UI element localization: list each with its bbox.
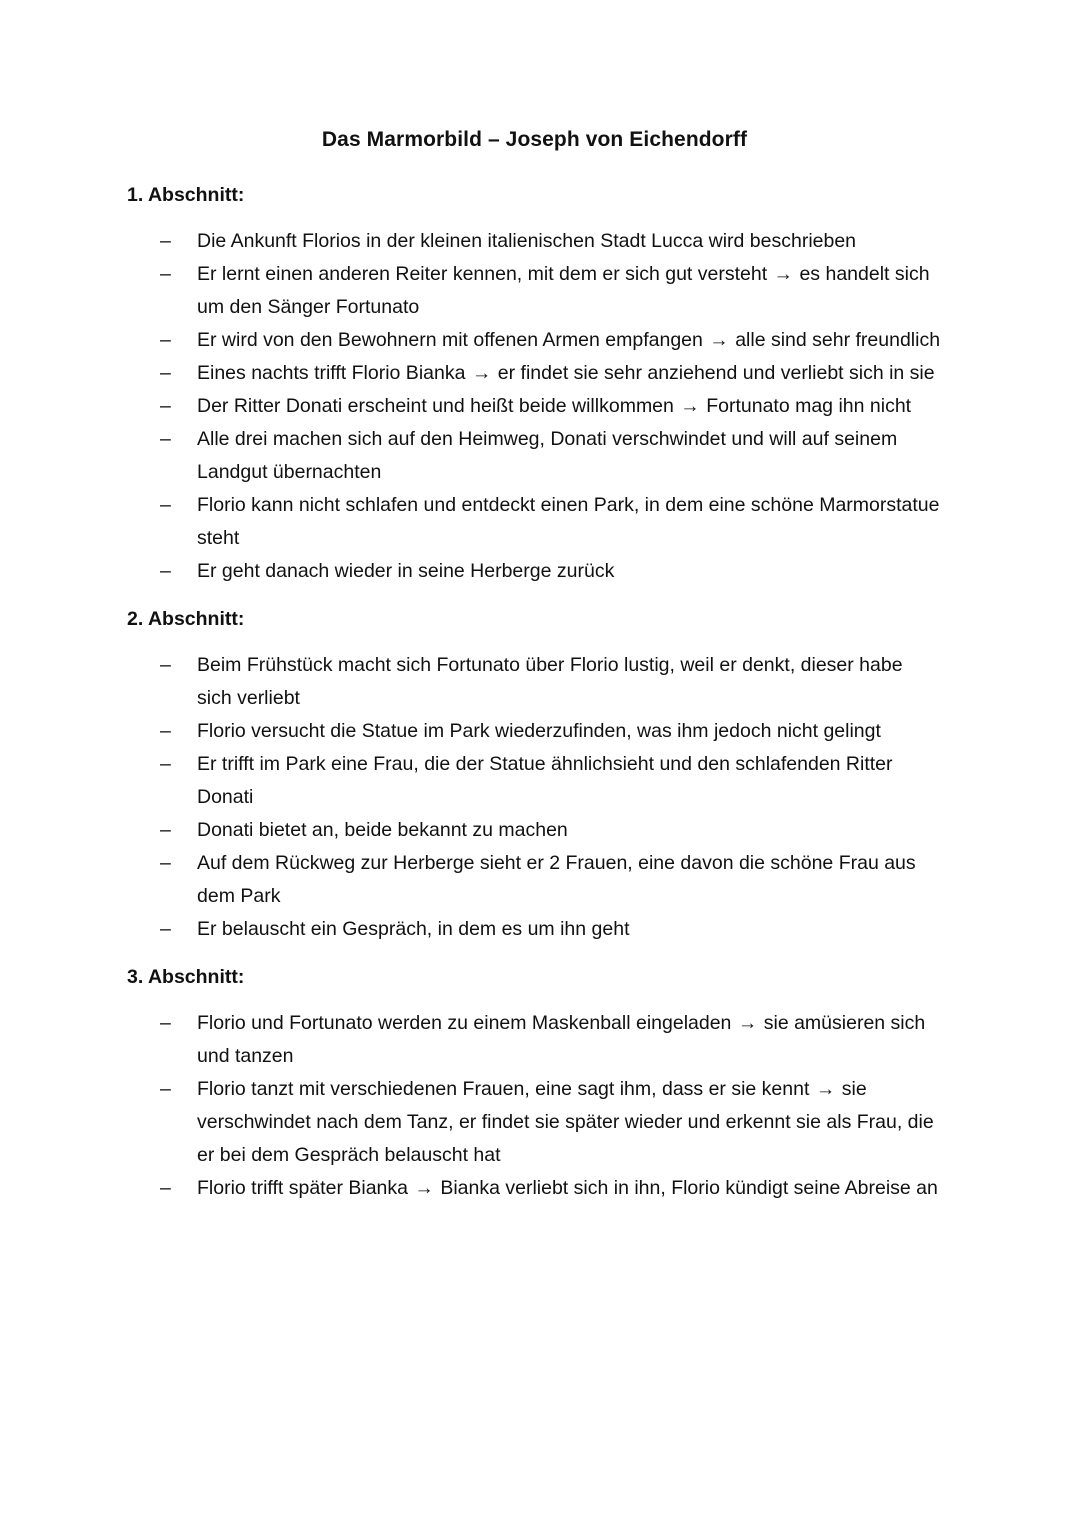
- right-arrow-icon: →: [471, 362, 492, 384]
- section-heading: 3. Abschnitt:: [127, 966, 245, 988]
- list-item: – Alle drei machen sich auf den Heimweg, Donati verschwindet und will auf seinem Landgut übernachten: [160, 423, 942, 489]
- item-list: [127, 649, 942, 946]
- section-heading: 2. Abschnitt:: [127, 608, 245, 630]
- section-2: [127, 603, 942, 946]
- list-item: – Florio tanzt mit verschiedenen Frauen, eine sagt ihm, dass er sie kennt → sie verschwindet nach dem Tanz, er findet sie später wieder und erkennt sie als Frau, die er bei dem Gespräch belauscht hat: [160, 1073, 942, 1172]
- list-item: – Beim Frühstück macht sich Fortunato über Florio lustig, weil er denkt, dieser habe sich verliebt: [160, 649, 942, 715]
- right-arrow-icon: →: [680, 395, 700, 417]
- list-item: – Auf dem Rückweg zur Herberge sieht er 2 Frauen, eine davon die schöne Frau aus dem Park: [160, 847, 942, 913]
- list-item: – Eines nachts trifft Florio Bianka → er findet sie sehr anziehend und verliebt sich in sie: [160, 357, 942, 390]
- list-item: – Er belauscht ein Gespräch, in dem es um ihn geht: [160, 913, 942, 946]
- item-list: [127, 1007, 942, 1205]
- section-3: [127, 961, 942, 1205]
- sections: [127, 179, 942, 1205]
- right-arrow-icon: →: [815, 1078, 836, 1100]
- list-item: – Florio und Fortunato werden zu einem Maskenball eingeladen → sie amüsieren sich und tanzen: [160, 1007, 942, 1073]
- list-item: – Er wird von den Bewohnern mit offenen Armen empfangen → alle sind sehr freundlich: [160, 324, 942, 357]
- section-heading: 1. Abschnitt:: [127, 184, 245, 206]
- list-item: – Er trifft im Park eine Frau, die der Statue ähnlichsieht und den schlafenden Ritter Donati: [160, 748, 942, 814]
- list-item: – Der Ritter Donati erscheint und heißt beide willkommen → Fortunato mag ihn nicht: [160, 390, 942, 423]
- document-title: Das Marmorbild – Joseph von Eichendorff: [321, 128, 748, 151]
- list-item: – Er geht danach wieder in seine Herberge zurück: [160, 555, 942, 588]
- list-item: – Florio kann nicht schlafen und entdeckt einen Park, in dem eine schöne Marmorstatue steht: [160, 489, 942, 555]
- list-item: – Die Ankunft Florios in der kleinen italienischen Stadt Lucca wird beschrieben: [160, 225, 942, 258]
- list-item: – Florio versucht die Statue im Park wiederzufinden, was ihm jedoch nicht gelingt: [160, 715, 942, 748]
- right-arrow-icon: →: [737, 1012, 758, 1034]
- right-arrow-icon: →: [709, 329, 729, 351]
- list-item: – Er lernt einen anderen Reiter kennen, mit dem er sich gut versteht → es handelt sich um den Sänger Fortunato: [160, 258, 942, 324]
- right-arrow-icon: →: [773, 263, 794, 285]
- right-arrow-icon: →: [414, 1177, 434, 1199]
- list-item: – Florio trifft später Bianka → Bianka verliebt sich in ihn, Florio kündigt seine Abreise an: [160, 1172, 942, 1205]
- list-item: – Donati bietet an, beide bekannt zu machen: [160, 814, 942, 847]
- item-list: [127, 225, 942, 588]
- section-1: [127, 179, 942, 588]
